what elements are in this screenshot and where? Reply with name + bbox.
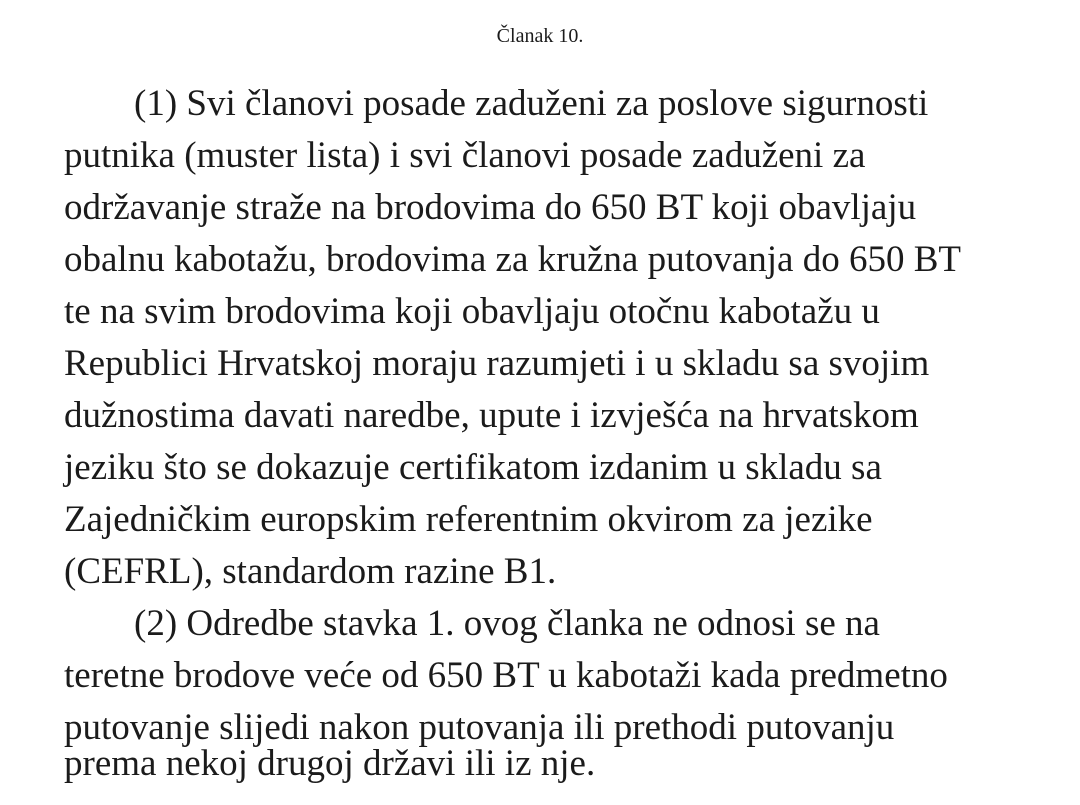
paragraph-line: putovanje slijedi nakon putovanja ili prethodi putovanju [64, 707, 895, 748]
paragraph-line: putnika (muster lista) i svi članovi posade zaduženi za [64, 135, 866, 176]
paragraph-line: dužnostima davati naredbe, upute i izvješća na hrvatskom [64, 395, 919, 436]
paragraph-line: (CEFRL), standardom razine B1. [64, 551, 557, 592]
paragraph-line: prema nekoj drugoj državi ili iz nje. [64, 743, 596, 784]
article-title: Članak 10. [496, 25, 584, 47]
paragraph-line: (1) Svi članovi posade zaduženi za poslove sigurnosti [134, 83, 929, 124]
paragraph-line: održavanje straže na brodovima do 650 BT koji obavljaju [64, 187, 917, 228]
paragraph-line: Republici Hrvatskoj moraju razumjeti i u skladu sa svojim [64, 343, 930, 384]
paragraph-line: Zajedničkim europskim referentnim okvirom za jezike [64, 499, 873, 540]
paragraph-line: te na svim brodovima koji obavljaju otočnu kabotažu u [64, 291, 880, 332]
paragraph-line: (2) Odredbe stavka 1. ovog članka ne odnosi se na [134, 603, 880, 644]
paragraph-line: teretne brodove veće od 650 BT u kabotaži kada predmetno [64, 655, 948, 696]
paragraph-line: obalnu kabotažu, brodovima za kružna putovanja do 650 BT [64, 239, 961, 280]
paragraph-line: jeziku što se dokazuje certifikatom izdanim u skladu sa [64, 447, 882, 488]
